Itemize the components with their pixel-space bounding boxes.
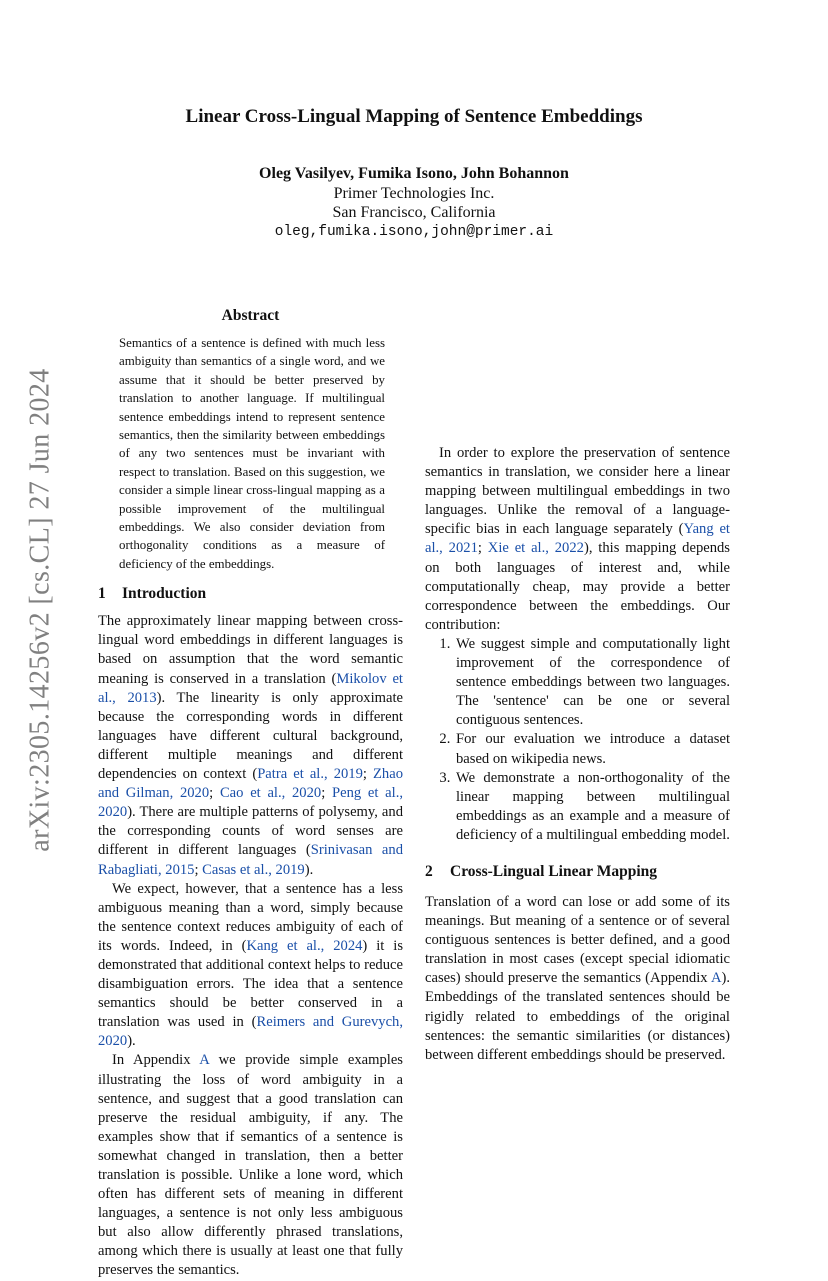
contribution-item: 2. For our evaluation we introduce a dataset based on wikipedia news. [454,730,730,768]
section-title: Cross-Lingual Linear Mapping [450,862,658,880]
left-column [98,307,403,1281]
appendix-link[interactable]: A [199,1052,210,1069]
citation-link[interactable]: Cao et al., 2020 [219,785,322,802]
intro-paragraph-4: In order to explore the preservation of sentence semantics in translation, we consider here a linear mapping between multilingual embeddings in two languages. Unlike the removal of a language-specific bias in each language separately (Yang et al., 2021; Xie et al., 2022), this mapping depends on both languages of interest and, while computationally cheap, may provide a better correspondence between the embeddings. Our contribution: [425,445,730,633]
author-names: Oleg Vasilyev, Fumika Isono, John Bohannon [259,165,569,182]
contribution-list [425,635,730,845]
citation-link[interactable]: Peng et al., 2020 [98,785,404,821]
section-number: 2 [425,862,433,880]
author-location: San Francisco, California [332,204,496,221]
citation-link[interactable]: Kang et al., 2024 [246,937,363,954]
section-title: Introduction [122,585,207,603]
section-number: 1 [98,585,106,603]
author-email: oleg,fumika.isono,john@primer.ai [274,223,554,240]
author-block [0,164,828,242]
abstract-heading: Abstract [221,307,280,324]
intro-paragraph-2: We expect, however, that a sentence has a less ambiguous meaning than a word, simply because the sentence context reduces ambiguity of each of its words. Indeed, in (Kang et al., 2024) it is demonstrated that additional context helps to reduce disambiguation errors. The idea that a sentence semantics should be better conserved in a translation was used in (Reimers and Gurevych, 2020). [98,880,404,1050]
citation-link[interactable]: Xie et al., 2022 [487,540,584,557]
paper-title: Linear Cross-Lingual Mapping of Sentence Embeddings [185,106,643,127]
citation-link[interactable]: Mikolov et al., 2013 [98,670,403,706]
abstract-text: Semantics of a sentence is defined with much less ambiguity than semantics of a single word, and we assume that it should be better preserved by translation to another language. If multilingual sentence embeddings intend to represent sentence semantics, then the similarity between embeddings of any two sentences must be invariant with respect to translation. Based on this suggestion, we consider a simple linear cross-lingual mapping as a possible improvement of the multilingual embeddings. We also consider deviation from orthogonality conditions as a measure of deficiency of the embeddings. [119,336,385,571]
citation-link[interactable]: Zhao and Gilman, 2020 [98,766,403,802]
intro-paragraph-1: The approximately linear mapping between cross-lingual word embeddings in different languages is based on assumption that the word semantic meaning is conserved in a translation (Mikolov et al., 2013). The linearity is only approximate because the corresponding words in different languages have different cultural background, different multiple meanings and different dependencies on context (Patra et al., 2019; Zhao and Gilman, 2020; Cao et al., 2020; Peng et al., 2020). There are multiple patterns of polysemy, and the corresponding counts of word senses are different in different languages (Srinivasan and Rabagliati, 2015; Casas et al., 2019). [98,613,404,878]
contribution-item: 3. We demonstrate a non-orthogonality of the linear mapping between multilingual embeddings as an example and a measure of deficiency of a multilingual embedding model. [454,769,730,845]
intro-paragraph-3: In Appendix A we provide simple examples illustrating the loss of word ambiguity in a sentence, and suggest that a good translation can preserve the residual ambiguity, if any. The examples show that if semantics of a sentence is somewhat changed in translation, then a better translation is possible. Unlike a lone word, which often has different sets of meaning in different languages, a sentence is not only less ambiguous but also allow differently phrased translations, among which there is usually at least one that fully preserves the semantics. [98,1052,403,1279]
section2-paragraph-1: Translation of a word can lose or add some of its meanings. But meaning of a sentence or of several contiguous sentences is better defined, and a good translation in most cases (except special idiomatic cases) should preserve the semantics (Appendix A). Embeddings of the translated sentences should be rigidly related to embeddings of the original sentences: the semantic similarities (or distances) between different embeddings should be preserved. [425,893,730,1063]
appendix-link[interactable]: A [710,970,722,987]
section-heading-introduction [98,585,403,603]
citation-link[interactable]: Reimers and Gurevych, 2020 [98,1014,403,1050]
contribution-item: 1. We suggest simple and computationally light improvement of the correspondence of sentence embeddings between two languages. The 'sentence' can be one or several contiguous sentences. [454,635,730,730]
citation-link[interactable]: Patra et al., 2019 [257,766,363,783]
right-column [425,307,730,1065]
arxiv-identifier-text: arXiv:2305.14256v2 [cs.CL] 27 Jun 2024 [25,368,57,852]
citation-link[interactable]: Srinivasan and Rabagliati, 2015 [98,842,403,878]
section-heading-cross-lingual-mapping [425,863,730,881]
citation-link[interactable]: Yang et al., 2021 [425,521,730,557]
author-affiliation: Primer Technologies Inc. [333,184,495,202]
citation-link[interactable]: Casas et al., 2019 [202,861,305,878]
arxiv-identifier [18,370,64,850]
